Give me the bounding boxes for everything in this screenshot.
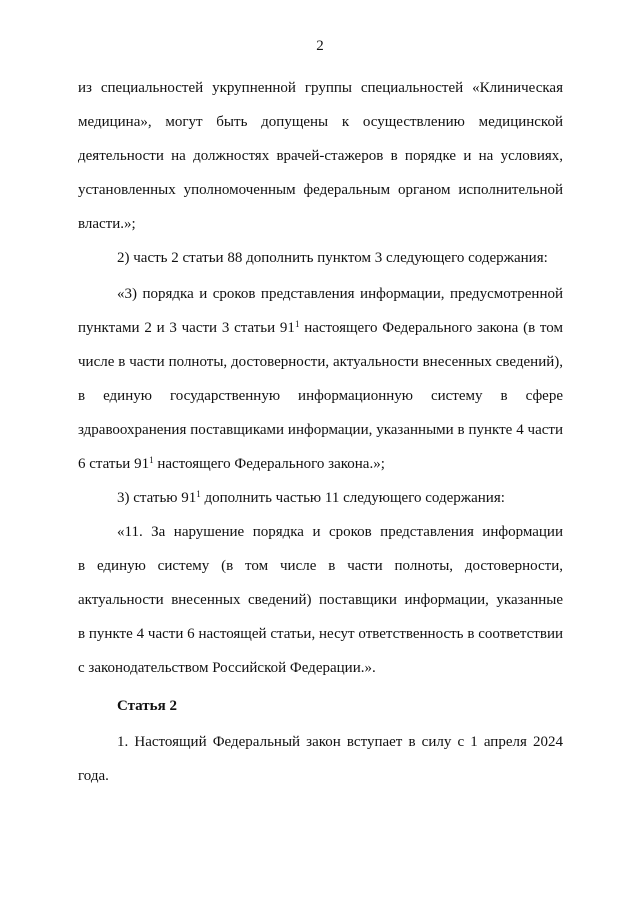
text-line: 1. Настоящий Федеральный закон вступает в силу с 1 апреля 2024	[117, 734, 563, 750]
text-line: власти.»;	[78, 216, 136, 232]
text-line: в единую государственную информационную систему в сфере	[78, 388, 563, 404]
text-line: здравоохранения поставщиками информации, указанными в пункте 4 части	[78, 422, 563, 438]
text-line: года.	[78, 768, 109, 784]
text-segment: 6 статьи 91	[78, 456, 150, 472]
text-line: числе в части полноты, достоверности, актуальности внесенных сведений),	[78, 354, 563, 370]
text-line: установленных уполномоченным федеральным органом исполнительной	[78, 182, 563, 198]
superscript: 1	[149, 455, 154, 465]
text-line: деятельности на должностях врачей-стажеров в порядке и на условиях,	[78, 148, 563, 164]
superscript: 1	[294, 319, 300, 329]
text-line: «3) порядка и сроков представления информации, предусмотренной	[117, 286, 563, 302]
text-line: из специальностей укрупненной группы специальностей «Клиническая	[78, 80, 563, 96]
text-line: в пункте 4 части 6 настоящей статьи, несут ответственность в соответствии	[78, 626, 563, 642]
text-line: 2) часть 2 статьи 88 дополнить пунктом 3 следующего содержания:	[117, 250, 548, 266]
text-line	[78, 455, 563, 473]
text-segment: настоящего Федерального закона.»;	[153, 456, 385, 472]
text-segment: 3) статью 91	[117, 490, 197, 506]
text-line	[117, 489, 563, 507]
text-segment: пунктами 2 и 3 части 3 статьи 91	[78, 320, 295, 336]
text-line: с законодательством Российской Федерации.».	[78, 660, 376, 676]
text-segment: настоящего Федерального закона (в том	[299, 320, 563, 336]
text-segment: дополнить частью 11 следующего содержания:	[200, 490, 505, 506]
text-line: медицина», могут быть допущены к осуществлению медицинской	[78, 114, 563, 130]
text-line: в единую систему (в том числе в части полноты, достоверности,	[78, 558, 563, 574]
page-number: 2	[316, 38, 324, 54]
text-line: «11. За нарушение порядка и сроков представления информации	[117, 524, 563, 540]
text-line: актуальности внесенных сведений) поставщики информации, указанные	[78, 592, 563, 608]
superscript: 1	[196, 489, 201, 499]
article-heading: Статья 2	[117, 698, 177, 714]
text-line	[78, 319, 563, 337]
